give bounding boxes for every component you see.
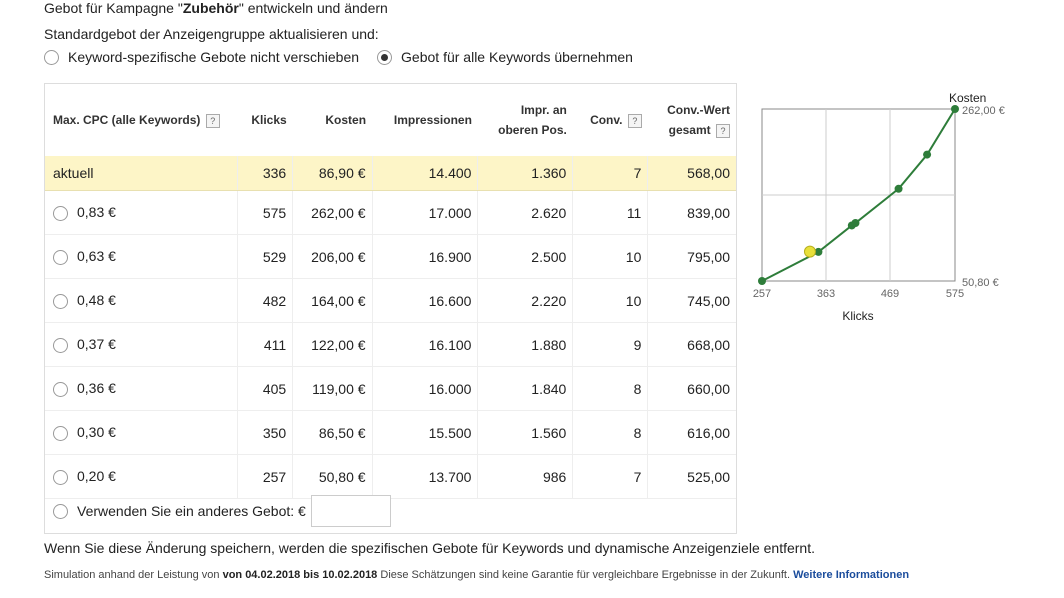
custom-bid-input[interactable] xyxy=(311,495,391,527)
table-row[interactable]: 0,63 € 529 206,00 € 16.900 2.500 10 795,00 xyxy=(45,235,736,279)
bid-option[interactable]: 0,83 € xyxy=(45,191,237,235)
table-row[interactable]: 0,48 € 482 164,00 € 16.600 2.220 10 745,00 xyxy=(45,279,736,323)
more-info-link[interactable]: Weitere Informationen xyxy=(793,569,910,581)
bid-radio[interactable] xyxy=(53,294,68,309)
current-data-point[interactable] xyxy=(804,246,815,257)
help-icon[interactable]: ? xyxy=(206,114,220,128)
help-icon[interactable]: ? xyxy=(628,114,642,128)
bid-radio[interactable] xyxy=(53,426,68,441)
y-tick-label-min: 50,80 € xyxy=(962,277,999,289)
chart-title: Kosten xyxy=(949,91,987,105)
update-instruction: Standardgebot der Anzeigengruppe aktualisieren und: xyxy=(44,26,379,42)
bid-radio[interactable] xyxy=(53,250,68,265)
bid-option[interactable]: 0,48 € xyxy=(45,279,237,323)
y-tick-label-max: 262,00 € xyxy=(962,105,1005,117)
campaign-name: Zubehör xyxy=(182,0,239,16)
table-row[interactable]: 0,83 € 575 262,00 € 17.000 2.620 11 839,00 xyxy=(45,191,736,235)
custom-bid-label: Verwenden Sie ein anderes Gebot: € xyxy=(77,503,306,519)
bid-radio[interactable] xyxy=(53,206,68,221)
x-tick-label: 257 xyxy=(752,288,772,300)
col-header-conv: Conv. ? xyxy=(573,84,648,156)
custom-bid-option[interactable] xyxy=(53,495,391,527)
data-point[interactable] xyxy=(895,185,903,193)
radio-keep-keyword-bids[interactable] xyxy=(44,50,59,65)
bid-radio[interactable] xyxy=(53,470,68,485)
option-apply-all-keywords[interactable]: Gebot für alle Keywords übernehmen xyxy=(377,49,633,65)
change-note: Wenn Sie diese Änderung speichern, werden die spezifischen Gebote für Keywords und dynamische Anzeigenziele entfernt. xyxy=(44,540,815,556)
keyword-bid-options xyxy=(44,49,651,65)
bid-option[interactable]: 0,63 € xyxy=(45,235,237,279)
x-tick-label: 575 xyxy=(945,288,965,300)
current-row: aktuell 336 86,90 € 14.400 1.360 7 568,00 xyxy=(45,156,736,191)
col-header-impr-top: Impr. an oberen Pos. xyxy=(498,103,567,137)
simulation-note: Simulation anhand der Leistung von von 04.02.2018 bis 10.02.2018 Diese Schätzungen sind keine Garantie für vergleichbare Ergebnisse in der Zukunft. Weitere Informationen xyxy=(44,569,910,581)
data-point[interactable] xyxy=(923,151,931,159)
data-point[interactable] xyxy=(851,219,859,227)
bid-simulator-table xyxy=(45,84,736,499)
data-point[interactable] xyxy=(758,277,766,285)
col-header-cpc: Max. CPC (alle Keywords) ? xyxy=(45,84,237,156)
page-title: Gebot für Kampagne "Zubehör" entwickeln und ändern xyxy=(44,0,388,16)
bid-option[interactable]: 0,20 € xyxy=(45,455,237,499)
col-header-impressions: Impressionen xyxy=(393,113,472,127)
bid-option[interactable]: 0,37 € xyxy=(45,323,237,367)
table-row[interactable]: 0,30 € 350 86,50 € 15.500 1.560 8 616,00 xyxy=(45,411,736,455)
x-axis-label: Klicks xyxy=(842,309,874,323)
x-tick-label: 363 xyxy=(816,288,836,300)
table-row[interactable]: 0,37 € 411 122,00 € 16.100 1.880 9 668,00 xyxy=(45,323,736,367)
bid-simulator-table-panel xyxy=(44,83,737,534)
table-row[interactable]: 0,20 € 257 50,80 € 13.700 986 7 525,00 xyxy=(45,455,736,499)
simulation-period: von 04.02.2018 bis 10.02.2018 xyxy=(222,569,378,581)
table-row[interactable]: 0,36 € 405 119,00 € 16.000 1.840 8 660,00 xyxy=(45,367,736,411)
data-point[interactable] xyxy=(951,105,959,113)
bid-option[interactable]: 0,30 € xyxy=(45,411,237,455)
col-header-conv-value: Conv.-Wert gesamt ? xyxy=(667,103,730,137)
col-header-klicks: Klicks xyxy=(251,113,287,127)
cost-clicks-chart xyxy=(745,85,1035,325)
help-icon[interactable]: ? xyxy=(716,124,730,138)
col-header-kosten: Kosten xyxy=(325,113,367,127)
option-keep-keyword-bids[interactable]: Keyword-spezifische Gebote nicht verschieben xyxy=(44,49,359,65)
bid-option[interactable]: 0,36 € xyxy=(45,367,237,411)
custom-bid-radio[interactable] xyxy=(53,504,68,519)
bid-radio[interactable] xyxy=(53,382,68,397)
x-tick-label: 469 xyxy=(880,288,900,300)
radio-apply-all-keywords[interactable] xyxy=(377,50,392,65)
bid-radio[interactable] xyxy=(53,338,68,353)
